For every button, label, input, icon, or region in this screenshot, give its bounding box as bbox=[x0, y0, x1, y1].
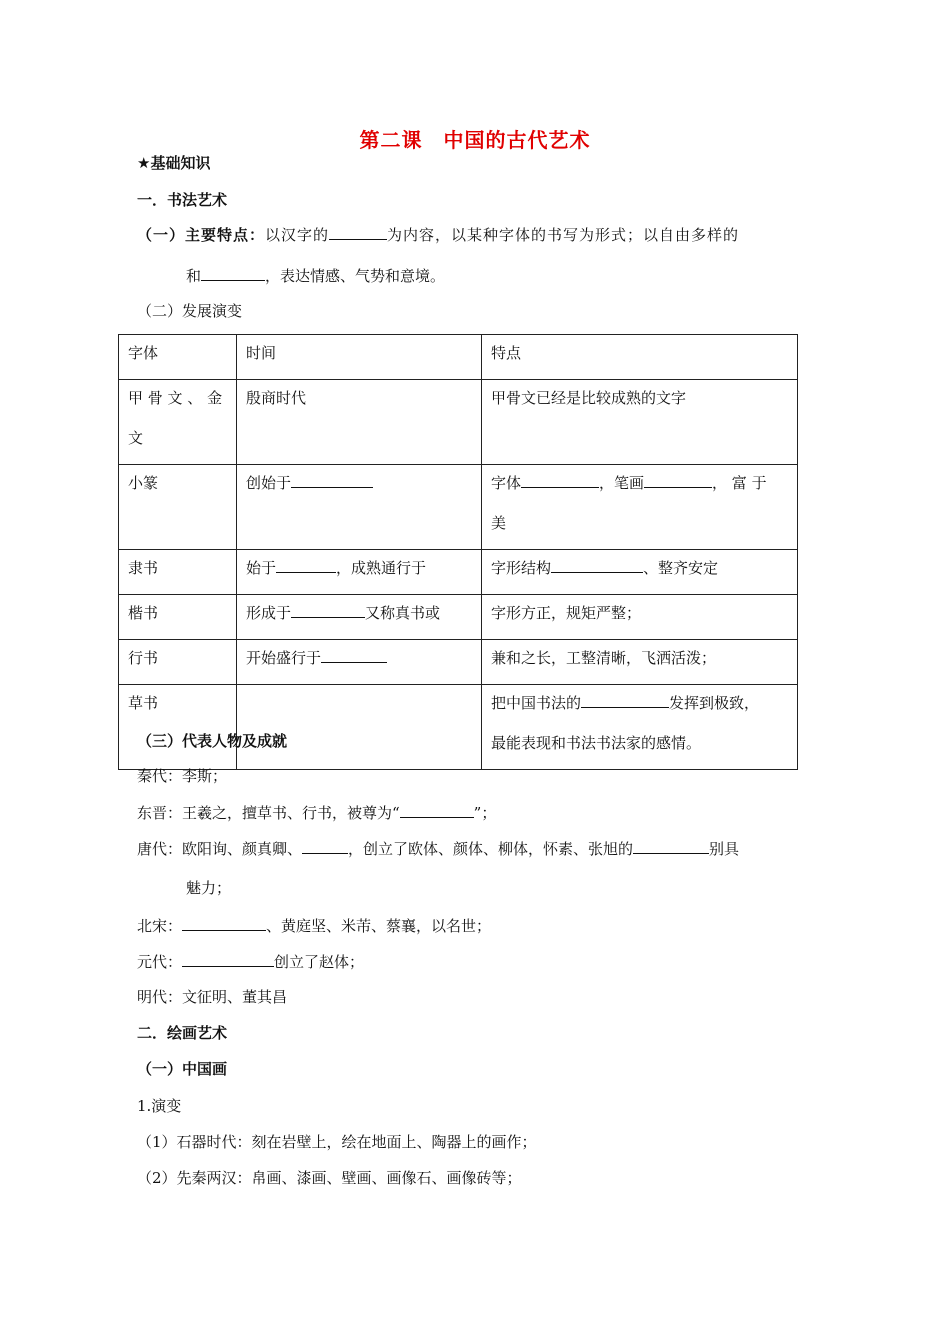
tang-text-end: 别具 bbox=[709, 840, 740, 858]
dongjin-text: 东晋：王羲之，擅草书、行书，被尊为“ bbox=[137, 804, 400, 822]
features-text-a: 以汉字的 bbox=[265, 226, 330, 244]
blank-field[interactable] bbox=[291, 472, 373, 488]
basics-heading: ★基础知识 bbox=[137, 154, 211, 172]
tang-text-mid: ，创立了欧体、颜体、柳体，怀素、张旭的 bbox=[348, 840, 634, 858]
page-title: 第二课 中国的古代艺术 bbox=[359, 128, 591, 152]
representatives-heading: （三）代表人物及成就 bbox=[137, 732, 288, 750]
table-cell: 把中国书法的 发挥到极致， 最能表现和书法书法家的感情。 bbox=[482, 685, 798, 770]
features-text-b: 为内容，以某种字体的书写为形式；以自由多样的 bbox=[387, 226, 740, 244]
blank-field[interactable] bbox=[521, 472, 599, 488]
blank-field[interactable] bbox=[302, 838, 348, 854]
tang-text: 唐代：欧阳询、颜真卿、 bbox=[137, 840, 303, 858]
dongjin-text-end: ”； bbox=[473, 804, 497, 822]
table-header-cell: 时间 bbox=[237, 335, 482, 380]
table-cell: 草书 bbox=[119, 685, 237, 770]
features-label: （一）主要特点： bbox=[137, 226, 266, 244]
features-text-d: ，表达情感、气势和意境。 bbox=[265, 267, 446, 285]
evolution-item: 1.演变 bbox=[137, 1097, 182, 1115]
ming-line: 明代：文征明、董其昌 bbox=[137, 988, 288, 1006]
beisong-label: 北宋： bbox=[137, 917, 183, 935]
table-row bbox=[119, 640, 798, 685]
table-row bbox=[119, 380, 798, 465]
blank-field[interactable] bbox=[201, 265, 265, 281]
features-line-1 bbox=[137, 224, 739, 245]
table-cell: 始于 ，成熟通行于 bbox=[237, 550, 482, 595]
table-cell: 字形结构 、整齐安定 bbox=[482, 550, 798, 595]
blank-field[interactable] bbox=[321, 647, 387, 663]
table-header-cell: 特点 bbox=[482, 335, 798, 380]
table-cell bbox=[237, 685, 482, 770]
table-cell: 行书 bbox=[119, 640, 237, 685]
table-row bbox=[119, 550, 798, 595]
table-cell: 小篆 bbox=[119, 465, 237, 550]
section2-heading: 二．绘画艺术 bbox=[137, 1024, 228, 1042]
blank-field[interactable] bbox=[644, 472, 712, 488]
table-cell: 隶书 bbox=[119, 550, 237, 595]
table-cell: 开始盛行于 bbox=[237, 640, 482, 685]
blank-field[interactable] bbox=[291, 602, 365, 618]
blank-field[interactable] bbox=[276, 557, 336, 573]
table-row bbox=[119, 685, 798, 770]
blank-field[interactable] bbox=[551, 557, 643, 573]
yuan-text: 创立了赵体； bbox=[274, 953, 365, 971]
table-cell: 甲 骨 文 、 金 文 bbox=[119, 380, 237, 465]
qin-line: 秦代：李斯； bbox=[137, 767, 228, 785]
table-cell: 字形方正，规矩严整； bbox=[482, 595, 798, 640]
blank-field[interactable] bbox=[581, 692, 669, 708]
table-cell: 创始于 bbox=[237, 465, 482, 550]
table-cell: 甲骨文已经是比较成熟的文字 bbox=[482, 380, 798, 465]
blank-field[interactable] bbox=[329, 224, 387, 240]
table-row bbox=[119, 465, 798, 550]
yuan-line bbox=[137, 951, 364, 972]
table-cell: 字体 ，笔画 ， 富 于 美 bbox=[482, 465, 798, 550]
features-text-c: 和 bbox=[186, 267, 202, 285]
table-row bbox=[119, 595, 798, 640]
table-cell: 兼和之长，工整清晰，飞洒活泼； bbox=[482, 640, 798, 685]
table-header-cell: 字体 bbox=[119, 335, 237, 380]
table-row bbox=[119, 335, 798, 380]
dongjin-line bbox=[137, 802, 496, 823]
chinese-painting-heading: （一）中国画 bbox=[137, 1060, 228, 1078]
yuan-label: 元代： bbox=[137, 953, 183, 971]
beisong-text: 、黄庭坚、米芾、蔡襄，以名世； bbox=[266, 917, 492, 935]
features-line-2 bbox=[186, 265, 445, 286]
evolution-item-2: （2）先秦两汉：帛画、漆画、壁画、画像石、画像砖等； bbox=[137, 1169, 522, 1187]
beisong-line bbox=[137, 915, 491, 936]
tang-line-2: 魅力； bbox=[186, 879, 232, 897]
table-cell: 形成于 又称真书或 bbox=[237, 595, 482, 640]
blank-field[interactable] bbox=[182, 951, 274, 967]
evolution-heading: （二）发展演变 bbox=[137, 302, 243, 320]
font-evolution-table bbox=[118, 334, 798, 770]
tang-line bbox=[137, 838, 739, 859]
evolution-item-1: （1）石器时代：刻在岩壁上，绘在地面上、陶器上的画作； bbox=[137, 1133, 537, 1151]
blank-field[interactable] bbox=[182, 915, 266, 931]
table-cell: 楷书 bbox=[119, 595, 237, 640]
section1-heading: 一．书法艺术 bbox=[137, 191, 228, 209]
blank-field[interactable] bbox=[400, 802, 474, 818]
table-cell: 殷商时代 bbox=[237, 380, 482, 465]
blank-field[interactable] bbox=[633, 838, 709, 854]
